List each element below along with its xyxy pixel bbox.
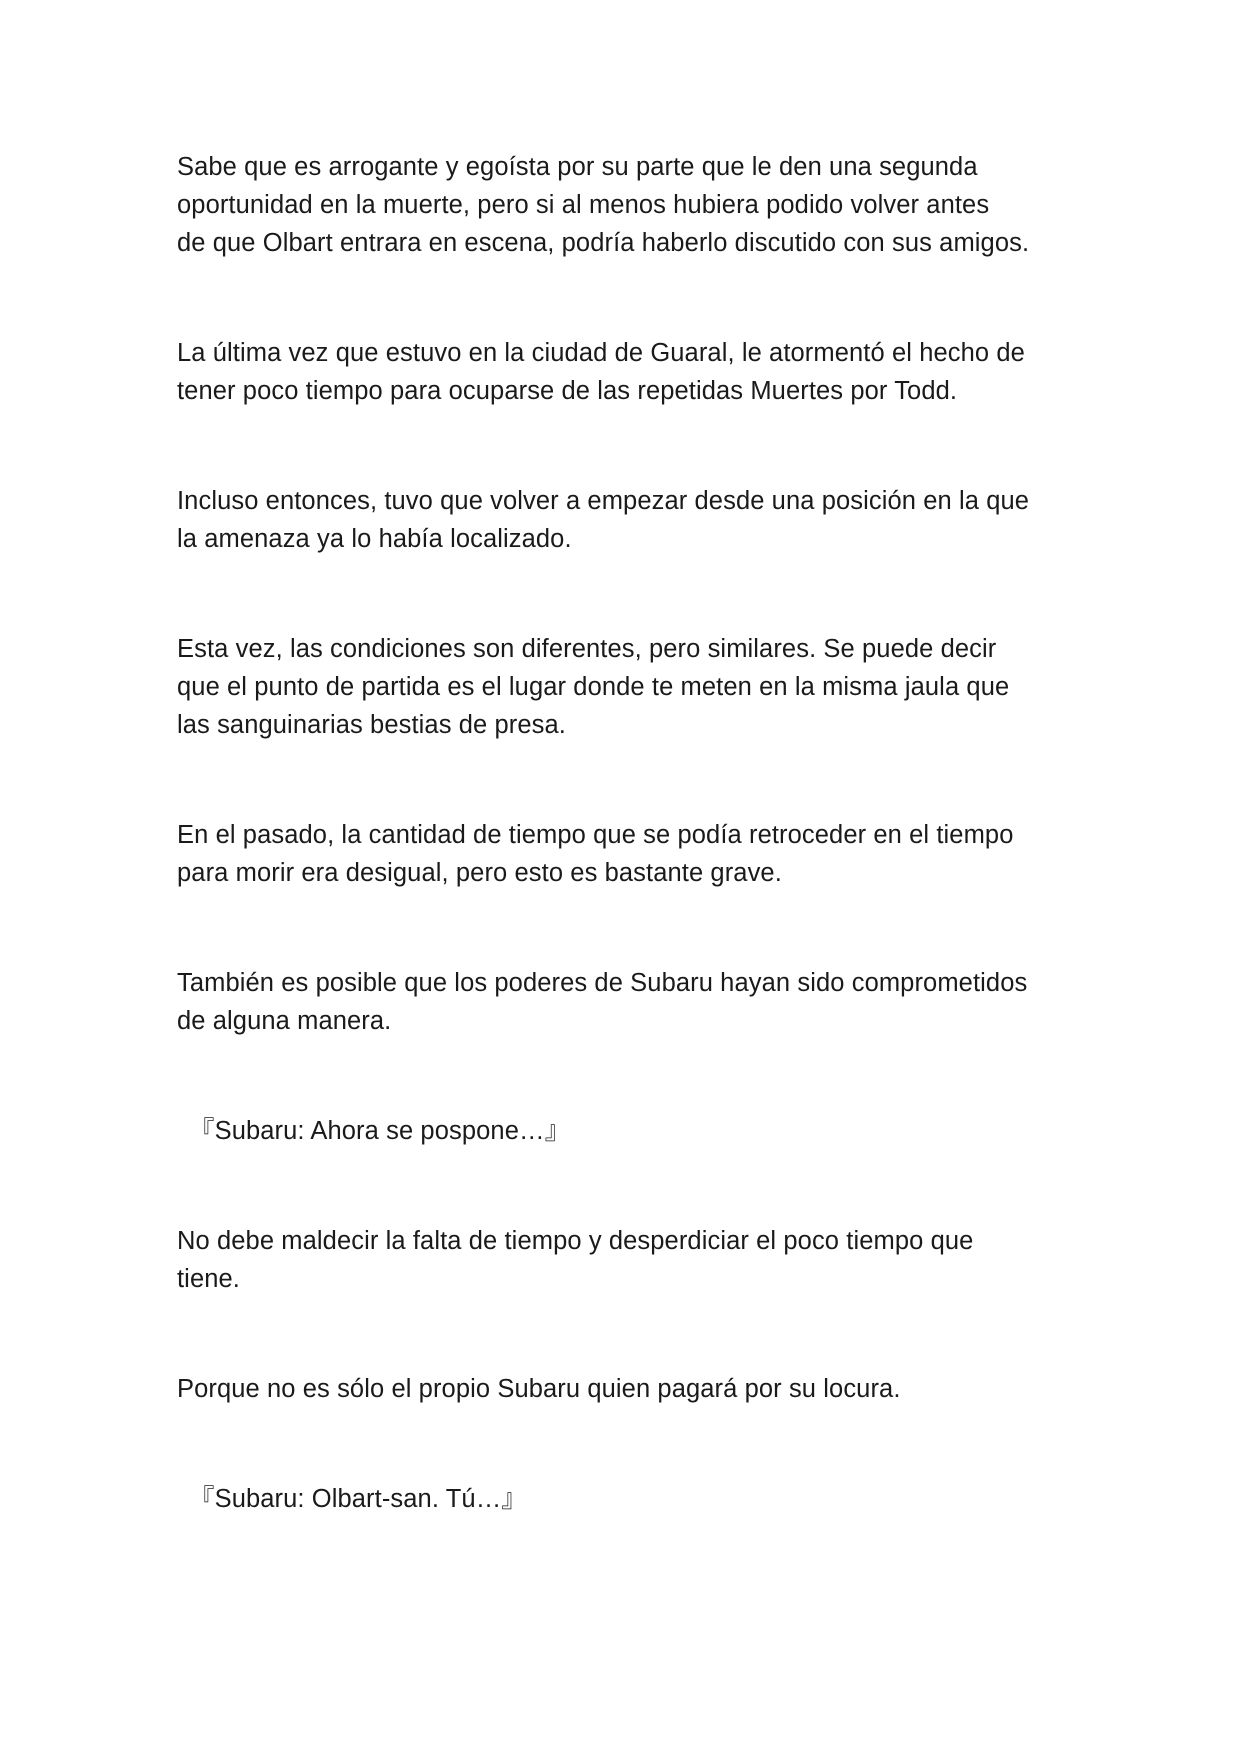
paragraph-8 [177,1222,1077,1298]
text-line: que el punto de partida es el lugar donde te meten en la misma jaula que [177,673,1010,701]
text-line: 『Subaru: Ahora se pospone…』 [189,1117,571,1145]
paragraph-6 [177,964,1077,1040]
paragraph-4 [177,630,1077,744]
text-line: No debe maldecir la falta de tiempo y desperdiciar el poco tiempo que [177,1227,974,1255]
paragraph-gap [177,410,1077,482]
paragraph-gap [177,1408,1077,1480]
text-line: Esta vez, las condiciones son diferentes, pero similares. Se puede decir [177,635,997,663]
paragraph-1 [177,148,1077,262]
paragraph-gap [177,262,1077,334]
dialogue-line-1 [177,1112,1077,1150]
text-line: También es posible que los poderes de Subaru hayan sido comprometidos [177,969,1028,997]
paragraph-gap [177,558,1077,630]
text-line: de que Olbart entrara en escena, podría haberlo discutido con sus amigos. [177,229,1030,257]
text-line: Incluso entonces, tuvo que volver a empezar desde una posición en la que [177,487,1030,515]
paragraph-gap [177,744,1077,816]
paragraph-3 [177,482,1077,558]
text-line: la amenaza ya lo había localizado. [177,525,572,553]
text-line: La última vez que estuvo en la ciudad de Guaral, le atormentó el hecho de [177,339,1025,367]
text-line: En el pasado, la cantidad de tiempo que se podía retroceder en el tiempo [177,821,1014,849]
text-line: de alguna manera. [177,1007,392,1035]
document-body [177,148,1077,1518]
text-line: tener poco tiempo para ocuparse de las repetidas Muertes por Todd. [177,377,958,405]
text-line: las sanguinarias bestias de presa. [177,711,566,739]
dialogue-line-2 [177,1480,1077,1518]
text-line: Porque no es sólo el propio Subaru quien pagará por su locura. [177,1375,901,1403]
paragraph-2 [177,334,1077,410]
text-line: tiene. [177,1265,240,1293]
paragraph-gap [177,1040,1077,1112]
text-line: 『Subaru: Olbart-san. Tú…』 [189,1485,527,1513]
paragraph-9 [177,1370,1077,1408]
paragraph-5 [177,816,1077,892]
paragraph-gap [177,1298,1077,1370]
text-line: Sabe que es arrogante y egoísta por su parte que le den una segunda [177,153,978,181]
paragraph-gap [177,1150,1077,1222]
text-line: oportunidad en la muerte, pero si al menos hubiera podido volver antes [177,191,990,219]
paragraph-gap [177,892,1077,964]
text-line: para morir era desigual, pero esto es bastante grave. [177,859,782,887]
